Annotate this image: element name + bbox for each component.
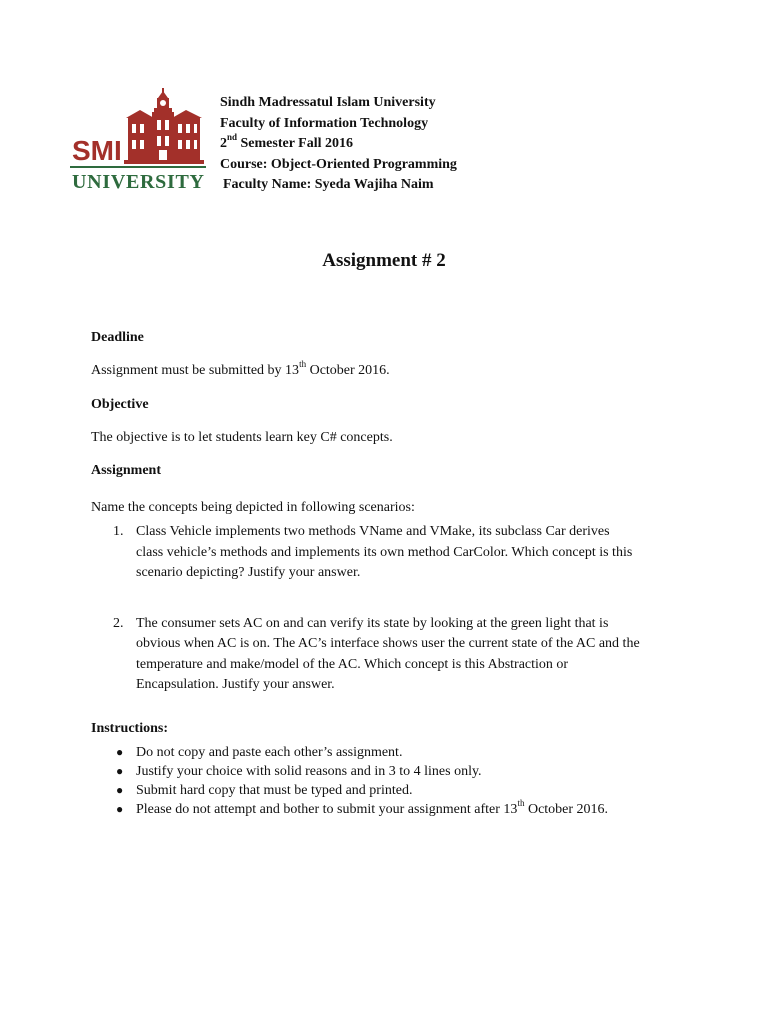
university-name: Sindh Madressatul Islam University	[220, 95, 436, 110]
faculty-line: Faculty of Information Technology	[220, 115, 429, 131]
bullet-icon: ●	[116, 745, 124, 759]
question-line: class vehicle’s methods and implements its own method CarColor. Which concept is this	[136, 544, 633, 560]
instructions-heading: Instructions:	[91, 721, 169, 736]
deadline-heading: Deadline	[91, 330, 144, 345]
question-list	[91, 522, 691, 696]
bullet-icon: ●	[116, 783, 124, 797]
assignment-heading: Assignment	[91, 463, 162, 478]
semester-line: 2nd Semester Fall 2016	[220, 132, 354, 151]
assignment-intro: Name the concepts being depicted in following scenarios:	[91, 500, 415, 515]
deadline-text: Assignment must be submitted by 13th October 2016.	[91, 359, 390, 378]
question-line: scenario depicting? Justify your answer.	[136, 565, 361, 580]
question-line: The consumer sets AC on and can verify its state by looking at the green light that is	[136, 615, 609, 631]
question-number: 2.	[113, 615, 124, 631]
instruction-item: ● Justify your choice with solid reasons and in 3 to 4 lines only.	[116, 764, 482, 779]
question-2	[91, 614, 691, 696]
question-line: Class Vehicle implements two methods VName and VMake, its subclass Car derives	[136, 524, 610, 539]
course-line: Course: Object-Oriented Programming	[220, 156, 457, 172]
objective-heading: Objective	[91, 397, 149, 412]
faculty-name-line: Faculty Name: Syeda Wajiha Naim	[223, 177, 434, 192]
instruction-item: ● Please do not attempt and bother to submit your assignment after 13th October 2016.	[116, 798, 609, 817]
question-line: obvious when AC is on. The AC’s interface shows user the current state of the AC and the	[136, 636, 640, 651]
question-line: temperature and make/model of the AC. Which concept is this Abstraction or	[136, 656, 569, 672]
bullet-icon: ●	[116, 802, 124, 816]
instructions-list	[91, 743, 608, 819]
question-line: Encapsulation. Justify your answer.	[136, 677, 335, 692]
instruction-item: ● Do not copy and paste each other’s assignment.	[116, 745, 403, 760]
instruction-item: ● Submit hard copy that must be typed and printed.	[116, 783, 413, 798]
objective-text: The objective is to let students learn key C# concepts.	[91, 430, 393, 445]
header-info	[220, 93, 457, 196]
svg-text:UNIVERSITY: UNIVERSITY	[72, 171, 204, 192]
bullet-icon: ●	[116, 764, 124, 778]
svg-text:SMI: SMI	[72, 135, 122, 166]
question-1	[91, 522, 691, 584]
document-title: Assignment # 2	[322, 250, 446, 271]
smi-university-logo	[70, 88, 210, 192]
question-number: 1.	[113, 524, 124, 539]
